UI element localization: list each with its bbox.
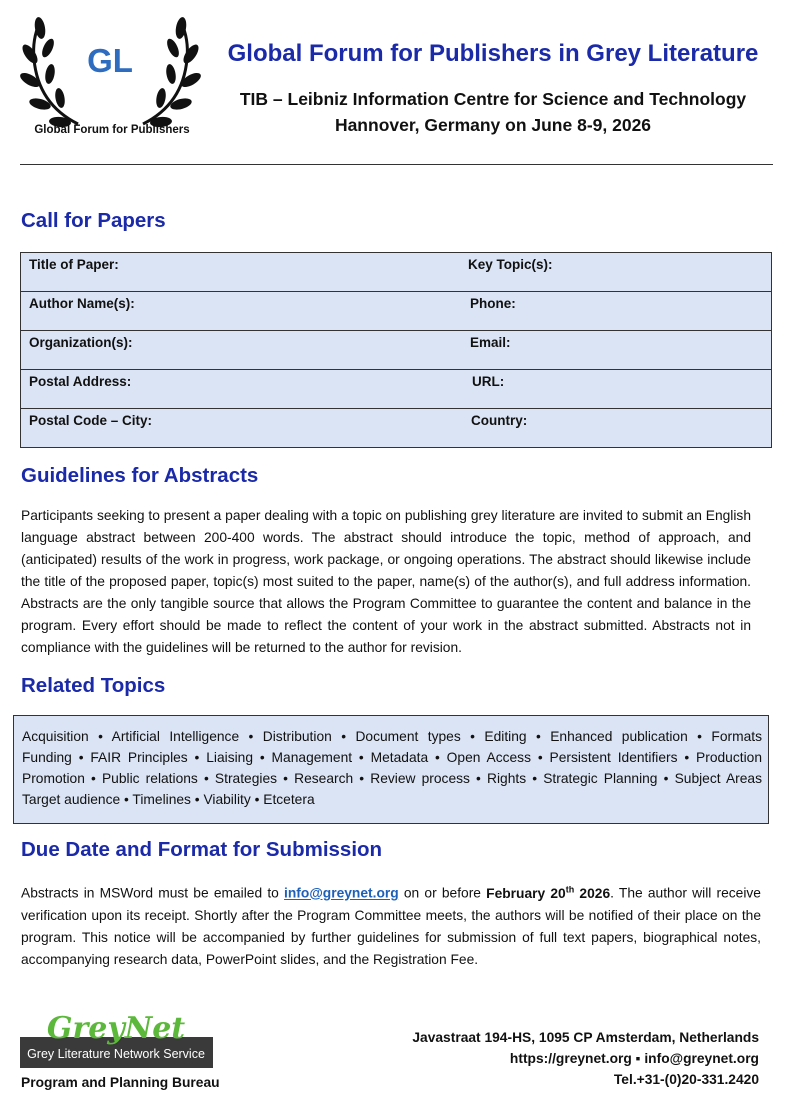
header-divider bbox=[20, 164, 773, 165]
phone-label: Phone: bbox=[470, 296, 516, 311]
venue-line: TIB – Leibniz Information Centre for Science and Technology bbox=[239, 89, 747, 109]
deadline-date bbox=[486, 886, 610, 901]
guidelines-heading: Guidelines for Abstracts bbox=[21, 464, 259, 487]
country-label: Country: bbox=[471, 413, 528, 428]
due-date-paragraph bbox=[21, 878, 761, 971]
web-email-line: https://greynet.org ▪ info@greynet.org bbox=[509, 1051, 759, 1066]
due-text-part: on or before bbox=[398, 885, 487, 901]
deadline-day: February 20 bbox=[486, 885, 566, 901]
form-row bbox=[21, 292, 771, 331]
submission-form-table bbox=[20, 252, 772, 448]
greynet-script: GreyNet bbox=[46, 1012, 186, 1046]
topics-line: Promotion • Public relations • Strategies • Research • Review process • Rights • Strategic Planning • Subject Areas bbox=[22, 771, 762, 786]
form-row bbox=[21, 331, 771, 370]
deadline-year: 2026 bbox=[574, 885, 611, 901]
postal-address-label: Postal Address: bbox=[29, 374, 132, 389]
form-row bbox=[21, 370, 771, 409]
title-of-paper-label: Title of Paper: bbox=[29, 257, 119, 272]
related-topics-list bbox=[22, 726, 762, 810]
guidelines-paragraph: Participants seeking to present a paper dealing with a topic on publishing grey literature are invited to submit an English language abstract between 200-400 words. The abstract should introduce the topic, method of approach, and (anticipated) results of the work in progress, work package, or ongoing operations. The abstract should likewise include the title of the proposed paper, topic(s) most suited to the paper, name(s) of the author(s), and full address information. Abstracts are the only tangible source that allows the Program Committee to guarantee the content and balance in the program. Every effort should be made to reflect the content of your work in the abstract submitted. Abstracts not in compliance with the guidelines will be returned to the author for revision. bbox=[21, 508, 751, 655]
due-text-part: Abstracts in MSWord must be emailed to bbox=[21, 885, 285, 901]
page-title: Global Forum for Publishers in Grey Literature bbox=[227, 40, 759, 67]
topics-line: Target audience • Timelines • Viability • Etcetera bbox=[22, 792, 315, 807]
form-row bbox=[21, 409, 771, 447]
deadline-suffix: th bbox=[565, 884, 575, 894]
related-topics-heading: Related Topics bbox=[21, 674, 166, 697]
greynet-logo bbox=[20, 1012, 213, 1070]
logo-caption: Global Forum for Publishers bbox=[34, 124, 190, 136]
form-row bbox=[21, 253, 771, 292]
topics-line: Funding • FAIR Principles • Liaising • Management • Metadata • Open Access • Persistent Identifiers • Production bbox=[22, 750, 762, 765]
postal-code-city-label: Postal Code – City: bbox=[29, 413, 153, 428]
submission-email-link[interactable]: info@greynet.org bbox=[284, 885, 399, 901]
url-label: URL: bbox=[472, 374, 505, 389]
email-label: Email: bbox=[470, 335, 511, 350]
due-date-heading: Due Date and Format for Submission bbox=[21, 838, 383, 861]
phone-line: Tel.+31-(0)20-331.2420 bbox=[613, 1072, 759, 1087]
related-topics-box bbox=[13, 715, 769, 824]
due-text-part: . The author will receive verification upon its receipt. Shortly after the Program Committee meets, the authors will be notified of their place on the program. This notice will be accompanied by further guidelines for submission of full text papers, biographical notes, accompanying research data, PowerPoint slides, and the Registration Fee. bbox=[21, 885, 761, 967]
address-line: Javastraat 194-HS, 1095 CP Amsterdam, Netherlands bbox=[412, 1030, 759, 1045]
topics-line: Acquisition • Artificial Intelligence • Distribution • Document types • Editing • Enhanced publication • Formats bbox=[22, 729, 762, 744]
key-topics-label: Key Topic(s): bbox=[468, 257, 553, 272]
call-for-papers-heading: Call for Papers bbox=[21, 209, 166, 232]
logo-letters: GL bbox=[87, 42, 133, 79]
date-line: Hannover, Germany on June 8-9, 2026 bbox=[334, 115, 652, 135]
bureau-label: Program and Planning Bureau bbox=[21, 1075, 220, 1090]
author-names-label: Author Name(s): bbox=[29, 296, 135, 311]
greynet-band-text: Grey Literature Network Service bbox=[27, 1047, 205, 1061]
organizations-label: Organization(s): bbox=[29, 335, 133, 350]
